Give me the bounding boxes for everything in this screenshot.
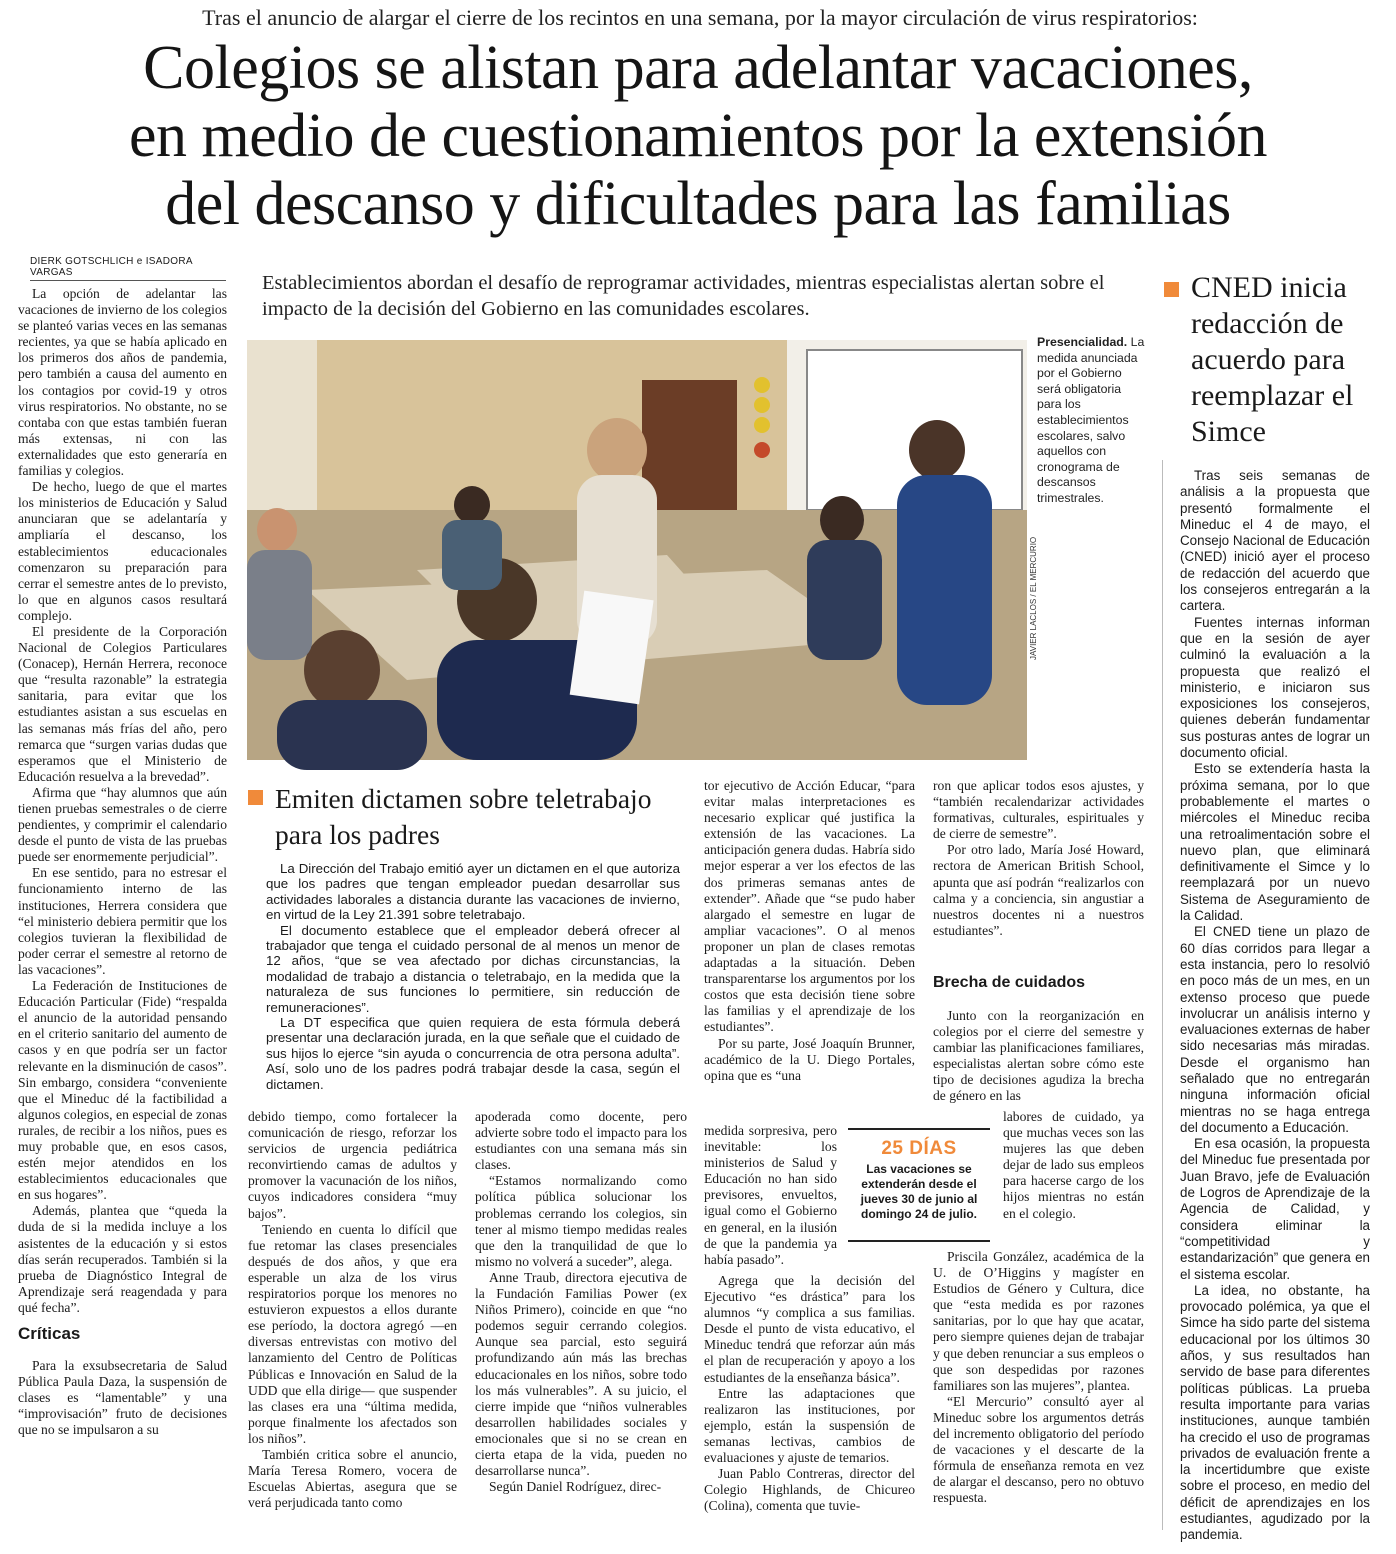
paragraph: En esa ocasión, la propuesta del Mineduc fue presentada por Juan Bravo, jefe de Evaluación de Logros de Aprendizaje de la Agencia de Calidad, y considera eliminar la “competitividad y estandarización” que genera en el sistema escolar. — [1180, 1136, 1370, 1282]
paragraph: Teniendo en cuenta lo difícil que fue retomar las clases presenciales después de dos años, y que era esperable un alza de los virus respiratorios porque los menores no estuvieron expuestos a ellos durante ese período, la doctora agregó —en diversas entrevistas con motivo del lanzamiento del Centro de Políticas Públicas e Innovación en Salud de la UDD que ella dirige— que suspender las clases era una “última medida, porque finalmente los afectados son los niños”. — [248, 1221, 457, 1446]
infobox — [848, 1128, 990, 1242]
article-column-3 — [475, 1109, 687, 1549]
article-column-5-narrow — [1003, 1109, 1144, 1247]
caption-lead: Presencialidad. — [1037, 335, 1128, 349]
paragraph: En ese sentido, para no estresar el funcionamiento interno de las instituciones, Herrera considera que “el ministerio debiera permitir que los colegios tuvieran la flexibilidad de poder cerrar el semestre al retorno de las vacaciones”. — [18, 865, 227, 977]
photo-credit: JAVIER LACLOS / EL MERCURIO — [1029, 536, 1038, 660]
paragraph: Tras seis semanas de análisis a la propuesta que presentó formalmente el Mineduc el 4 de mayo, el Consejo Nacional de Educación (CNED) inició ayer el proceso de redacción del acuerdo que los consejeros entregarán a la cartera. — [1180, 468, 1370, 614]
article-column-5 — [933, 778, 1144, 964]
paragraph: medida sorpresiva, pero inevitable: los ministerios de Salud y Educación no han sido previsores, envueltos, igual como el Gobierno en general, en la ilusión de que la pandemia ya había pasado”. — [704, 1123, 837, 1267]
paragraph: Agrega que la decisión del Ejecutivo “es drástica” para los alumnos “y complica a sus familias. Desde el punto de vista educativo, el Mineduc tendrá que reforzar aún más el plan de recuperación y apoyo a los estudiantes de la enseñanza básica”. — [704, 1273, 915, 1385]
paragraph: Por otro lado, María José Howard, rectora de American British School, apunta que así podrán “realizarlos con calma y a conciencia, sin angustiar a nuestros docentes ni a nuestros estudiantes”. — [933, 842, 1144, 938]
paragraph: La DT especifica que quien requiera de esta fórmula deberá presentar una declaración jurada, en la que señale que el cuidado de sus hijos lo ejerce “sin ayuda o concurrencia de otra persona adulta”. Así, solo uno de los padres podrá trabajar desde la casa, según el dictamen. — [266, 1015, 680, 1092]
paragraph: Esto se extendería hasta la próxima semana, por lo que probablemente el martes o miércoles el Mineduc reciba una retroalimentación sobre el nuevo plan, que eliminará definitivamente el Simce y lo reemplazará por un nuevo Sistema de Aseguramiento de la Calidad. — [1180, 761, 1370, 924]
article-column-5-lower — [933, 1249, 1144, 1549]
paragraph: El documento establece que el empleador deberá ofrecer al trabajador que tenga el cuidado personal de al menos un menor de 12 años, “que se vea afectado por dichas circunstancias, la modalidad de trabajo a distancia o teletrabajo, en la medida que la naturaleza de sus funciones lo permitiere, sin reducción de remuneraciones”. — [266, 922, 680, 1015]
paragraph: “El Mercurio” consultó ayer al Mineduc sobre los argumentos detrás del incremento obligatorio del período de vacaciones y el descarte de la fórmula de enseñanza remota en vez de alargar el descanso, pero no obtuvo respuesta. — [933, 1393, 1144, 1506]
paragraph: Afirma que “hay alumnos que aún tienen pruebas semestrales o de cierre pendientes, y comprimir el calendario desde el punto de vista de las pruebas puede ser enormemente perjudicial”. — [18, 784, 227, 865]
paragraph: También critica sobre el anuncio, María Teresa Romero, vocera de Escuelas Abiertas, asegura que se verá perjudicada tanto como — [248, 1446, 457, 1511]
paragraph: apoderada como docente, pero advierte sobre todo el impacto para los estudiantes con una semana más sin clases. — [475, 1109, 687, 1173]
infobox-text: Las vacaciones se extenderán desde el jueves 30 de junio al domingo 24 de julio. — [860, 1162, 978, 1221]
headline-line-2: en medio de cuestionamientos por la extensión — [129, 102, 1267, 170]
article-column-2 — [248, 1109, 457, 1549]
paragraph: Por su parte, José Joaquín Brunner, académico de la U. Diego Portales, opina que es “una — [704, 1035, 915, 1083]
paragraph: La opción de adelantar las vacaciones de invierno de los colegios se planteó varias veces en las semanas recientes, ya que se había aplicado en los primeros dos años de pandemia, pero también a causa del aumento en los contagios por covid-19 y otros virus respiratorios. No obstante, no se contaba con que estas también fueran más extensas, ni con las externalidades que esto generaría en familias y colegios. — [18, 286, 227, 479]
paragraph: Juan Pablo Contreras, director del Colegio Highlands, de Chicureo (Colina), comenta que tuvie- — [704, 1466, 915, 1514]
sidebar-column — [1180, 468, 1370, 1548]
paragraph: debido tiempo, como fortalecer la comunicación de riesgo, reforzar los servicios de urgencia pediátrica reconvirtiendo camas de adultos y promover la vacunación de los niños, cuyos indicadores considera “muy bajos”. — [248, 1109, 457, 1221]
headline — [20, 34, 1376, 238]
article-column-4-narrow — [704, 1123, 837, 1272]
paragraph: Anne Traub, directora ejecutiva de la Fundación Familias Power (ex Niños Primero), coincide en que “no podemos seguir cerrando colegios. Aunque sea parcial, esto seguirá profundizando aún más las brechas educacionales en los niños, sobre todo los más vulnerables”. A su juicio, el cierre impide que “niños vulnerables desarrollen habilidades sociales y emocionales que si no se crean en cierta etapa de la vida, pueden no desarrollarse nunca”. — [475, 1269, 687, 1479]
paragraph: Entre las adaptaciones que realizaron las instituciones, por ejemplo, están la suspensión de semanas lectivas, cambios de evaluaciones y ajuste de temarios. — [704, 1385, 915, 1466]
byline: DIERK GOTSCHLICH e ISADORA VARGAS — [30, 256, 226, 281]
paragraph: Para la exsubsecretaria de Salud Pública Paula Daza, la suspensión de clases es “lamentable” y una “improvisación” fruto de decisiones que no se impulsaron a su — [18, 1358, 227, 1438]
headline-line-1: Colegios se alistan para adelantar vacaciones, — [143, 34, 1253, 102]
paragraph: ron que aplicar todos esos ajustes, y “también recalendarizar actividades formativas, culturales, espirituales y de cierre de semestre”. — [933, 778, 1144, 842]
headline-line-3: del descanso y dificultades para las familias — [165, 170, 1231, 238]
paragraph: Además, plantea que “queda la duda de si la medida incluye a los asistentes de la educación y si estos días serán recuperados. También si la prueba de Diagnóstico Integral de Aprendizaje será reagendada y para qué fecha”. — [18, 1203, 227, 1315]
paragraph: Fuentes internas informan que en la sesión de ayer culminó la evaluación a la propuesta que realizó el ministerio, e iniciaron sus exposiciones los consejeros, quienes deberán fundamentar sus posturas antes de lograr un documento oficial. — [1180, 614, 1370, 761]
paragraph: De hecho, luego de que el martes los ministerios de Educación y Salud anunciaran que se adelantaría y ampliaría el descanso, los establecimientos educacionales comenzaron su preparación para cerrar el semestre antes de lo previsto, lo que en algunos casos resultará complejo. — [18, 479, 227, 623]
paragraph: Priscila González, académica de la U. de O’Higgins y magíster en Estudios de Género y Cultura, dice que “esta medida es por razones sanitarias, por lo que hay que acatar, pero siempre quienes dejan de trabajar y que deben renunciar a sus empleos o que son despedidas por razones familiares son las mujeres”, plantea. — [933, 1249, 1144, 1393]
teletrabajo-headline-text: Emiten dictamen sobre teletrabajo para los padres — [275, 783, 652, 850]
article-column-5-brecha — [933, 1008, 1144, 1108]
paragraph: tor ejecutivo de Acción Educar, “para evitar malas interpretaciones es necesario explicar qué justifica la extensión de las vacaciones. La anticipación genera dudas. Habría sido mejor esperar a ver los efectos de las dos primeras semanas antes de extender”. Añade que “se pudo haber alargado el semestre en lugar de ampliar vacaciones”. O al menos proponer un plan de clases remotas adaptadas a la situación. Deben transparentarse los argumentos por los costos que esta decisión tiene sobre las familias y el aprendizaje de los estudiantes”. — [704, 778, 916, 1035]
orange-square-icon — [248, 790, 263, 805]
subheading-criticas: Críticas — [18, 1324, 81, 1343]
paragraph: La idea, no obstante, ha provocado polémica, ya que el Simce ha sido parte del sistema educacional por los últimos 30 años, y sus resultados han servido de base para diferentes políticas públicas. La prueba resulta importante para varias instituciones, aunque también ha crecido el uso de programas privados de evaluación frente a la incertidumbre que existe sobre el proceso, en medio del déficit de aprendizajes en los estudiantes, agudizado por la pandemia. — [1180, 1282, 1370, 1543]
paragraph: “Estamos normalizando como política pública solucionar los problemas cerrando los colegios, sin tener al mismo tiempo medidas reales que den la tranquilidad de que lo mismo no volverá a suceder”, alega. — [475, 1173, 687, 1269]
article-column-4 — [704, 778, 915, 1122]
classroom-photo-illustration — [247, 340, 1027, 760]
paragraph: La Federación de Instituciones de Educación Particular (Fide) “respalda el anuncio de la autoridad pensando en el criterio sanitario del aumento de casos y en que podría ser un factor relevante en la disminución de casos”. Sin embargo, considera “conveniente que el Mineduc dé la factibilidad a algunos colegios, en especial de zonas rurales, de recibir a los niños, pues es muy probable que, en esos casos, estén mejor atendidos en los establecimientos educacionales que en sus hogares”. — [18, 978, 227, 1203]
orange-square-icon — [1164, 282, 1179, 297]
teletrabajo-body — [266, 861, 680, 1092]
caption-text: La medida anunciada por el Gobierno será obligatoria para los establecimientos escolares, salvo aquellos con cronograma de descansos trimestrales. — [1037, 335, 1145, 505]
paragraph: labores de cuidado, ya que muchas veces son las mujeres las que deben dejar de lado sus empleos para hacerse cargo de los hijos mientras no están en el colegio. — [1003, 1109, 1144, 1221]
paragraph: Junto con la reorganización en colegios por el cierre del semestre y cambiar las planificaciones familiares, especialistas alertan sobre cómo este tipo de decisiones agudiza la brecha de género en las — [933, 1008, 1144, 1104]
classroom-photo — [247, 340, 1027, 760]
paragraph: El presidente de la Corporación Nacional de Colegios Particulares (Conacep), Hernán Herrera, reconoce que “resulta razonable” la estrategia sanitaria, para evitar que los estudiantes asistan a sus escuelas en las semanas más frías del año, pero remarca que “surgen varias dudas que esperamos que el Ministerio de Educación resuelva a la brevedad”. — [18, 623, 227, 784]
paragraph: Según Daniel Rodríguez, direc- — [489, 1479, 662, 1495]
photo-caption — [1037, 335, 1147, 507]
column-divider — [1162, 460, 1163, 1530]
subheading-brecha: Brecha de cuidados — [933, 974, 1086, 991]
sidebar-headline-text: CNED inicia redacción de acuerdo para reemplazar el Simce — [1191, 271, 1354, 448]
paragraph: El CNED tiene un plazo de 60 días corridos para llegar a esta instancia, pero lo resolvió en poco más de un mes, en un extenso proceso que puede involucrar un análisis interno y evaluaciones externas de haber sido necesarias más miradas. Desde el organismo han señalado que no entregarán ninguna información oficial mientras no se haga entrega del documento a Educación. — [1180, 924, 1370, 1135]
article-column-4-lower — [704, 1273, 915, 1549]
paragraph: La Dirección del Trabajo emitió ayer un dictamen en el que autoriza que los padres que tengan empleador puedan desarrollar sus actividades laborales a distancia durante las vacaciones de invierno, en virtud de la Ley 21.391 sobre teletrabajo. — [266, 861, 680, 923]
bajada: Establecimientos abordan el desafío de reprogramar actividades, mientras especialistas alertan sobre el impacto de la decisión del Gobierno en las comunidades escolares. — [262, 272, 1105, 320]
infobox-number: 25 DÍAS — [881, 1138, 957, 1159]
article-column-1 — [18, 286, 227, 1548]
kicker: Tras el anuncio de alargar el cierre de los recintos en una semana, por la mayor circulación de virus respiratorios: — [202, 5, 1198, 30]
